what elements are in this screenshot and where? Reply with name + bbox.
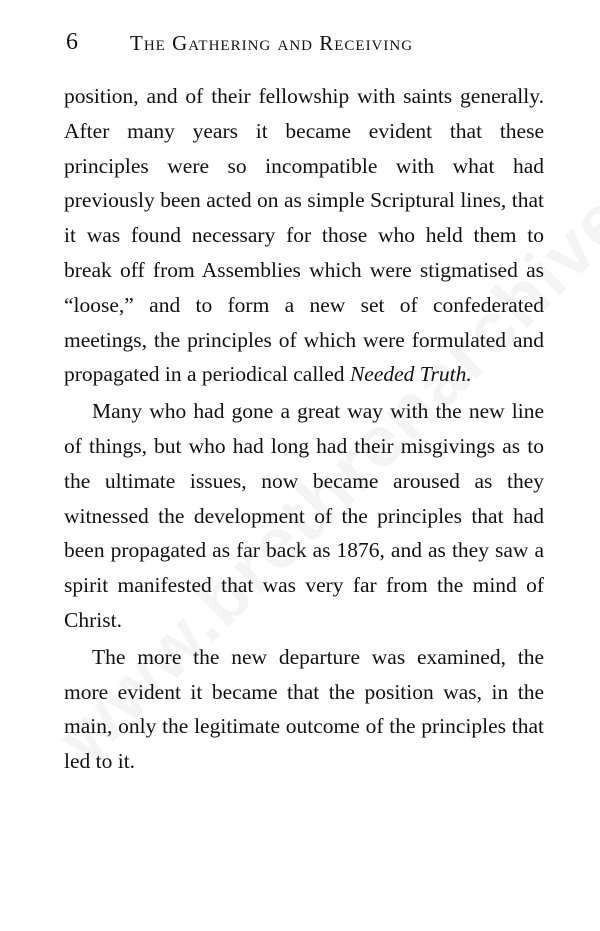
paragraph-2: Many who had gone a great way with the new line of things, but who had long had their misgivings as to the ultimate issues, now became aroused as they witnessed the development of the principles that had been propagated as far back as 1876, and as they saw a spirit manifested that was very far from the mind of Christ. <box>64 399 544 632</box>
paragraph-1 <box>64 79 544 392</box>
body-text <box>64 79 544 779</box>
periodical-title: Needed Truth. <box>349 362 472 387</box>
running-head-title: The Gathering and Receiving <box>130 31 414 55</box>
running-head <box>66 27 546 57</box>
page-number: 6 <box>66 29 78 55</box>
paragraph-1-text: position, and of their fellowship with saints generally. After many years it became evident that these principles were so incompatible with what had previously been acted on as simple Scriptural lines, that it was found necessary for those who held them to break off from Assemblies which were stigmatised as “loose,” and to form a new set of confederated meetings, the principles of which were formulated and propagated in a periodical called <box>64 84 544 387</box>
paragraph-3: The more the new departure was examined, the more evident it became that the position was, in the main, only the legitimate outcome of the principles that led to it. <box>64 644 544 774</box>
